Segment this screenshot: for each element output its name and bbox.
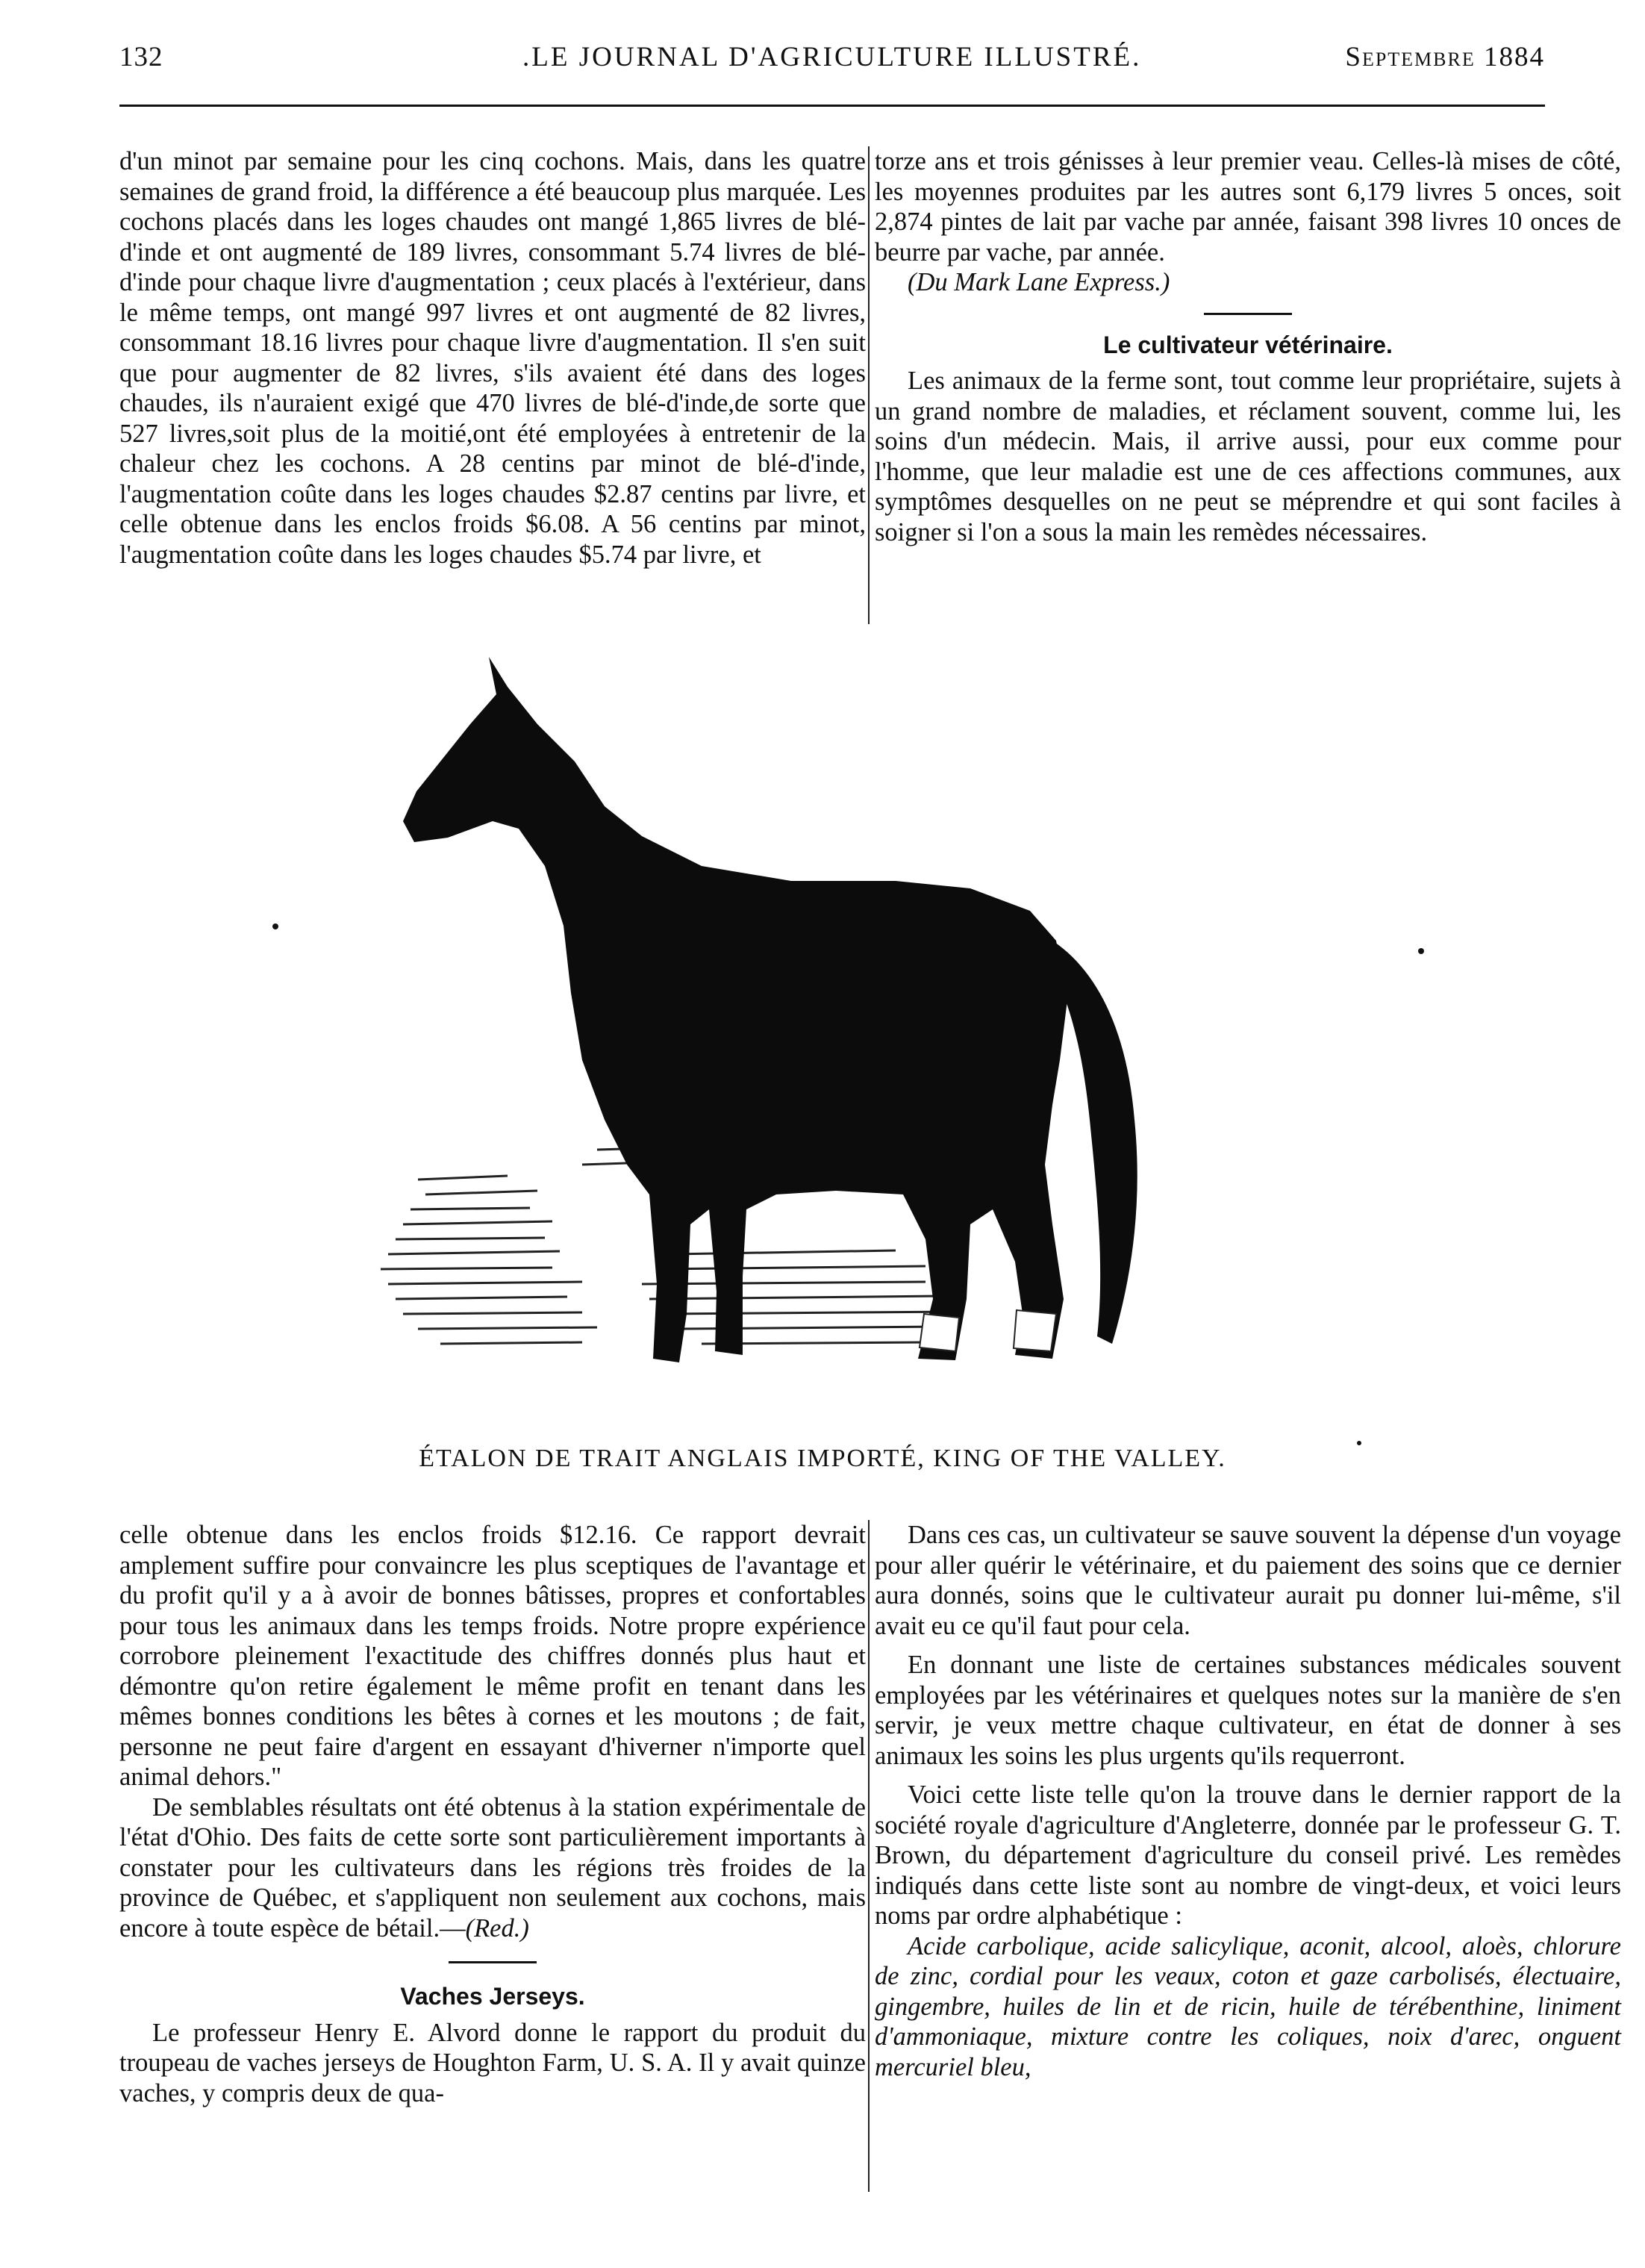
horse-silhouette: [403, 657, 1137, 1362]
section-separator: [1204, 313, 1292, 315]
print-speck: [1418, 948, 1424, 954]
body-paragraph: Dans ces cas, un cultivateur se sauve souvent la dépense d'un voyage pour aller quérir le vétérinaire, et du paiement des soins que ce dernier aura donnés, soins que le cultivateur aurait pu donner lui-même, s'il avait eu ce qu'il faut pour cela.: [875, 1521, 1621, 1640]
section-separator: [449, 1961, 537, 1963]
header-rule: [119, 105, 1545, 107]
remedy-list: Acide carbolique, acide salicylique, aconit, alcool, aloès, chlorure de zinc, cordial pour les veaux, coton et gaze carbolisés, électuaire, gingembre, huiles de lin et de ricin, huile de térébenthine, liniment d'ammoniaque, mixture contre les coliques, noix d'arec, onguent mercuriel bleu,: [875, 1931, 1621, 2081]
body-paragraph: Les animaux de la ferme sont, tout comme leur propriétaire, sujets à un grand nombre de maladies, et réclament souvent, comme lui, les soins d'un médecin. Mais, il arrive aussi, pour eux comme pour l'homme, que leur maladie est une de ces affections communes, aux symptômes desquelles on ne peut se méprendre et qui sont faciles à soigner si l'on a sous la main les remèdes nécessaires.: [875, 367, 1621, 546]
horse-illustration: [358, 642, 1373, 1418]
section-heading: Le cultivateur vétérinaire.: [1103, 331, 1393, 358]
body-paragraph: De semblables résultats ont été obtenus à la station expérimentale de l'état d'Ohio. Des faits de cette sorte sont particulièrement importants à constater pour les cultivateurs dans les régions très froides de la province de Québec, et s'appliquent non seulement aux cochons, mais encore à toute espèce de bétail.—(Red.): [119, 1792, 866, 1943]
print-speck: [272, 923, 278, 929]
source-citation: (Du Mark Lane Express.): [908, 268, 1170, 296]
body-paragraph: En donnant une liste de certaines substances médicales souvent employées par les vétérinaires et quelques notes sur la manière de s'en servir, je veux mettre chaque cultivateur, en état de donner à ses animaux les soins les plus urgents qu'ils requerront.: [875, 1651, 1621, 1770]
body-paragraph: Le professeur Henry E. Alvord donne le rapport du produit du troupeau de vaches jerseys de Houghton Farm, U. S. A. Il y avait quinze vaches, y compris deux de qua-: [119, 2018, 866, 2107]
page-number: 132: [119, 42, 163, 72]
journal-title: .LE JOURNAL D'AGRICULTURE ILLUSTRÉ.: [522, 42, 1142, 72]
column-divider: [868, 146, 870, 624]
column-left-top: [119, 146, 866, 570]
issue-date: Septembre 1884: [1345, 42, 1545, 72]
print-speck: [1357, 1441, 1361, 1445]
editor-credit: (Red.): [465, 1913, 529, 1943]
column-left-bottom: [119, 1520, 866, 2108]
body-paragraph: Voici cette liste telle qu'on la trouve dans le dernier rapport de la société royale d'agriculture d'Angleterre, donnée par le professeur G. T. Brown, du département d'agriculture du conseil privé. Les remèdes indiqués dans cette liste sont au nombre de vingt-deux, et voici leurs noms par ordre alphabétique :: [875, 1781, 1621, 1930]
figure-caption: ÉTALON DE TRAIT ANGLAIS IMPORTÉ, KING OF THE VALLEY.: [419, 1445, 1226, 1472]
body-paragraph: d'un minot par semaine pour les cinq cochons. Mais, dans les quatre semaines de grand froid, la différence a été beaucoup plus marquée. Les cochons placés dans les loges chaudes ont mangé 1,865 livres de blé-d'inde et ont augmenté de 189 livres, consommant 5.74 livres de blé-d'inde pour chaque livre d'augmentation ; ceux placés à l'extérieur, dans le même temps, ont mangé 997 livres et ont augmenté de 82 livres, consommant 18.16 livres pour chaque livre d'augmentation. Il s'en suit que pour augmenter de 82 livres, s'ils avaient été dans des loges chaudes, ils n'auraient exigé que 470 livres de blé-d'inde,de sorte que 527 livres,soit plus de la moitié,ont été employées à entretenir de la chaleur chez les cochons. A 28 centins par minot de blé-d'inde, l'augmentation coûte dans les loges chaudes $2.87 centins par livre, et celle obtenue dans les enclos froids $6.08. A 56 centins par minot, l'augmentation coûte dans les loges chaudes $5.74 par livre, et: [119, 147, 866, 569]
section-heading: Vaches Jerseys.: [400, 1983, 585, 2010]
column-divider: [868, 1520, 870, 2192]
hoof-feathering: [920, 1310, 1056, 1351]
column-right-bottom: [875, 1520, 1621, 2082]
body-paragraph: celle obtenue dans les enclos froids $12.16. Ce rapport devrait amplement suffire pour convaincre les plus sceptiques de l'avantage et du profit qu'il y a à avoir de bonnes bâtisses, propres et confortables pour tous les animaux dans les temps froids. Notre propre expérience corrobore pleinement l'exactitude des chiffres donnés plus haut et démontre qu'on retire également le même profit en tenant dans les mêmes bonnes conditions les bêtes à cornes et les moutons ; de fait, personne ne peut faire d'argent en essayant d'hiverner n'importe quel animal dehors.": [119, 1521, 866, 1791]
column-right-top: [875, 146, 1621, 547]
page-header: [119, 41, 1545, 86]
body-paragraph: torze ans et trois génisses à leur premier veau. Celles-là mises de côté, les moyennes produites par les autres sont 6,179 livres 5 onces, soit 2,874 pintes de lait par vache par année, faisant 398 livres 10 onces de beurre par vache, par année.: [875, 147, 1621, 267]
